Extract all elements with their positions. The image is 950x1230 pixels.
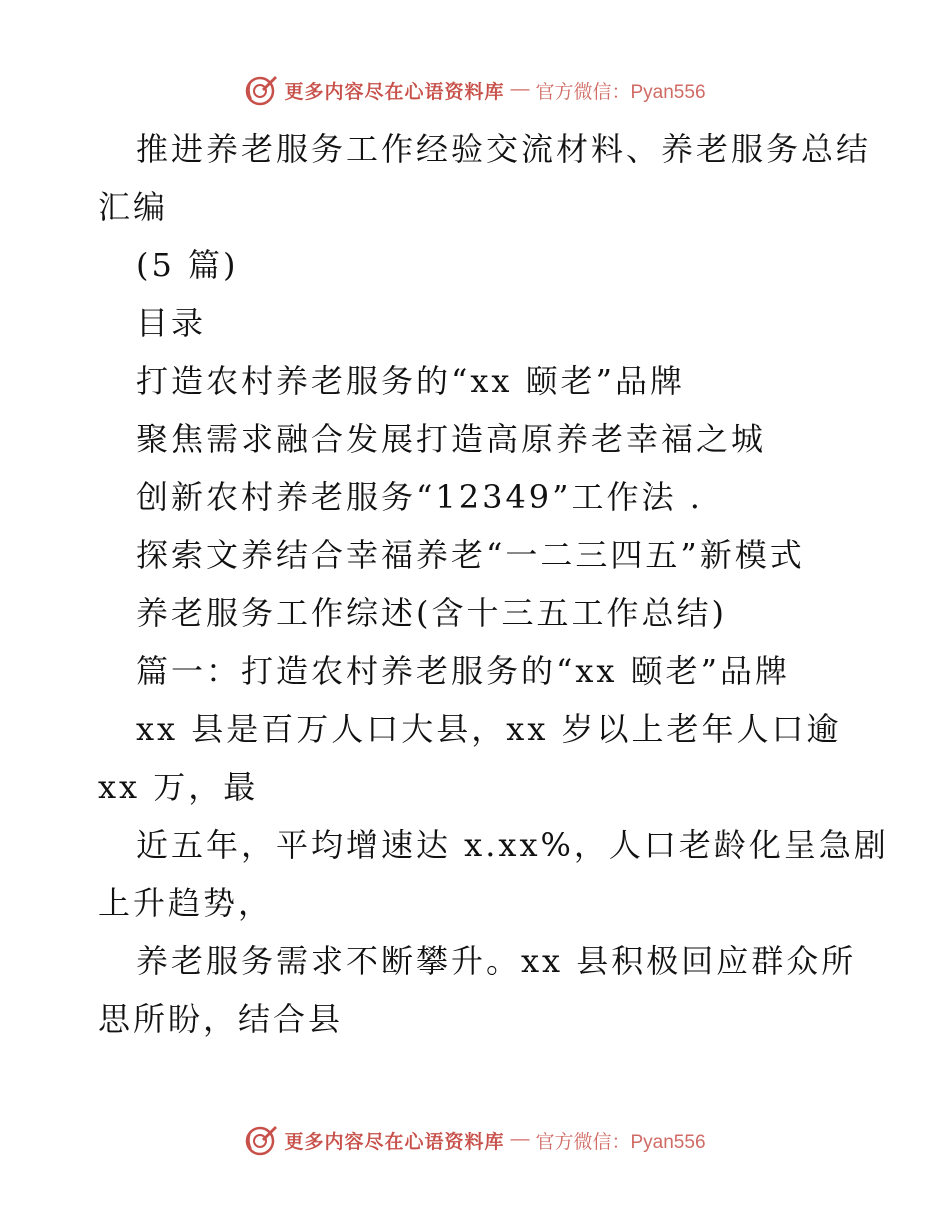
watermark-footer [0, 1120, 950, 1160]
doc-count-line: (5 篇) [136, 246, 239, 284]
doc-title-line-1: 推进养老服务工作经验交流材料、养老服务总结 [136, 130, 872, 168]
watermark-header [0, 70, 950, 110]
toc-item-3: 创新农村养老服务“12349”工作法 . [136, 478, 703, 516]
watermark-separator: — [510, 1129, 530, 1150]
doc-title-line-2: 汇编 [98, 188, 169, 226]
toc-item-1: 打造农村养老服务的“xx 颐老”品牌 [136, 362, 685, 400]
body-paragraph-line: xx 万，最 [98, 768, 259, 806]
toc-item-2: 聚焦需求融合发展打造高原养老幸福之城 [136, 420, 767, 458]
document-body [98, 120, 889, 1048]
watermark-brand-text: 更多内容尽在心语资料库 [284, 80, 505, 103]
pen-nib-logo-icon [244, 1123, 278, 1157]
pen-nib-logo-icon [244, 73, 278, 107]
watermark-separator: — [510, 79, 530, 100]
body-paragraph-line: 上升趋势， [98, 884, 274, 922]
watermark-brand-text: 更多内容尽在心语资料库 [284, 1130, 505, 1153]
body-paragraph-line: 养老服务需求不断攀升。xx 县积极回应群众所 [136, 942, 857, 980]
section-heading: 篇一：打造农村养老服务的“xx 颐老”品牌 [136, 652, 790, 690]
body-paragraph-line: 近五年，平均增速达 x.xx%，人口老龄化呈急剧 [136, 826, 889, 864]
toc-heading: 目录 [136, 304, 207, 342]
body-paragraph-line: 思所盼，结合县 [98, 1000, 344, 1038]
toc-item-5: 养老服务工作综述(含十三五工作总结) [136, 594, 727, 632]
body-paragraph-line: xx 县是百万人口大县，xx 岁以上老年人口逾 [136, 710, 842, 748]
watermark-contact-text: 官方微信：Pyan556 [535, 81, 706, 103]
toc-item-4: 探索文养结合幸福养老“一二三四五”新模式 [136, 536, 805, 574]
watermark-contact-text: 官方微信：Pyan556 [535, 1131, 706, 1153]
